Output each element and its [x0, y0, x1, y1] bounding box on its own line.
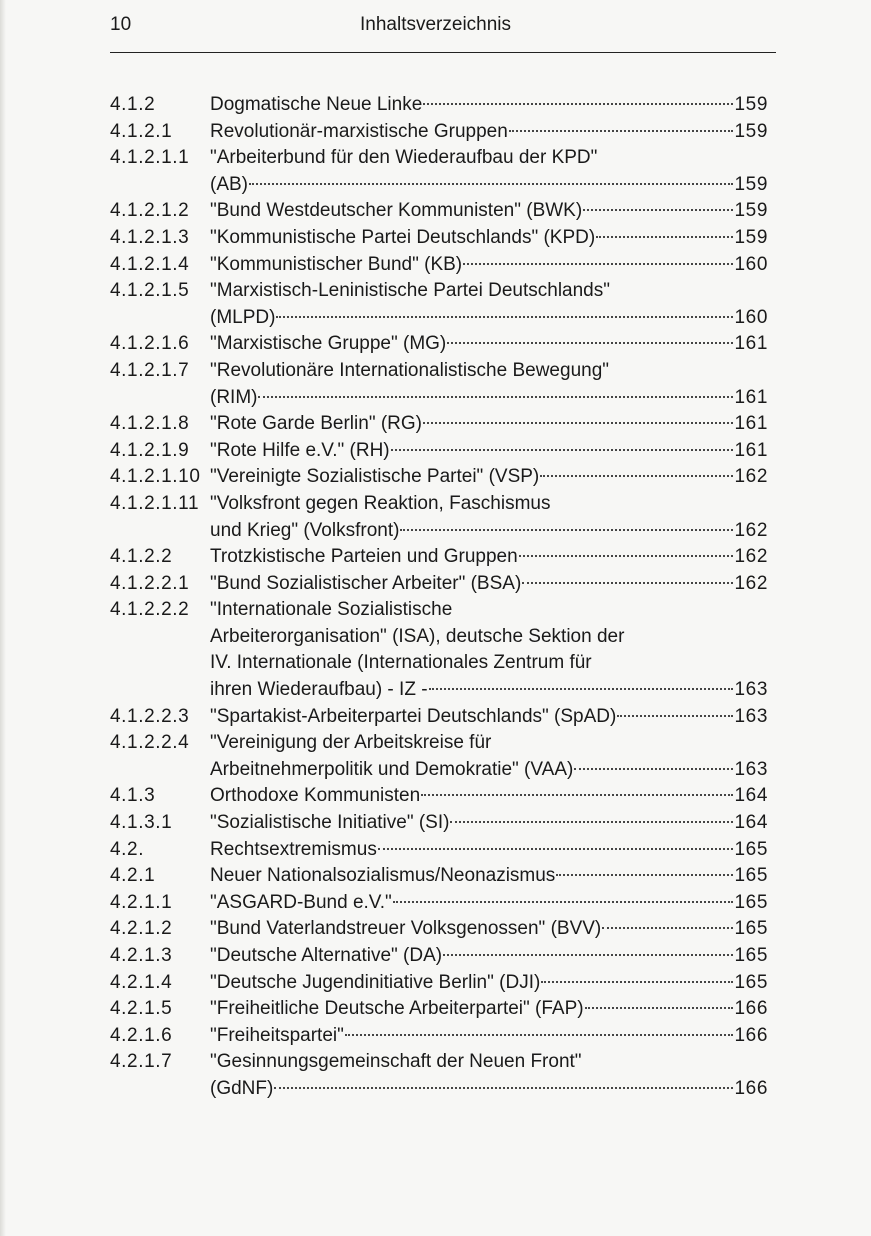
- toc-entry-line: [210, 252, 768, 279]
- toc-entry-number: 4.1.2.1.11: [110, 492, 200, 514]
- dot-leader: [249, 183, 733, 185]
- toc-entry-body: [210, 1049, 768, 1102]
- running-title: Inhaltsverzeichnis: [360, 14, 512, 35]
- toc-entry-body: [210, 810, 768, 837]
- toc-entry: [110, 464, 768, 491]
- toc-entry-line: [210, 783, 768, 810]
- toc-entry-number: 4.1.2.1.9: [110, 439, 190, 461]
- toc-entry: [110, 837, 768, 864]
- dot-leader: [617, 715, 733, 717]
- toc-entry-number: 4.2.1.5: [110, 998, 173, 1020]
- toc-entry-page: 159: [734, 200, 768, 222]
- toc-entry-title: Arbeitnehmerpolitik und Demokratie" (VAA): [210, 758, 574, 780]
- toc-entry-page: 162: [734, 546, 768, 568]
- toc-entry-page: 166: [734, 1024, 768, 1046]
- toc-entry-page: 165: [734, 971, 768, 993]
- toc-entry-title: "Kommunistische Partei Deutschlands" (KPD): [210, 226, 596, 248]
- page-header: [110, 14, 776, 40]
- dot-leader: [391, 449, 734, 451]
- toc-entry-title: "Bund Vaterlandstreuer Volksgenossen" (BVV): [210, 918, 602, 940]
- toc-entry-line: [210, 943, 768, 970]
- toc-entry-line: [210, 172, 768, 199]
- toc-entry-line: [210, 571, 768, 598]
- toc-entry-page: 164: [734, 785, 768, 807]
- toc-entry-body: [210, 438, 768, 465]
- toc-entry-line: [210, 677, 768, 704]
- toc-entry-body: [210, 783, 768, 810]
- toc-entry-page: 163: [734, 679, 768, 701]
- toc-entry-body: [210, 491, 768, 544]
- dot-leader: [274, 1087, 733, 1089]
- toc-entry-line: [210, 331, 768, 358]
- toc-entry: [110, 890, 768, 917]
- toc-entry-page: 165: [734, 865, 768, 887]
- toc-entry-title: "Freiheitliche Deutsche Arbeiterpartei" (FAP): [210, 998, 584, 1020]
- header-rule: [110, 52, 776, 53]
- toc-entry-body: [210, 544, 768, 571]
- toc-entry-body: [210, 571, 768, 598]
- toc-entry: [110, 92, 768, 119]
- toc-entry-number: 4.1.2.2.4: [110, 732, 190, 754]
- toc-entry-title: Orthodoxe Kommunisten: [210, 785, 421, 807]
- toc-entry-line: [210, 890, 768, 917]
- toc-entry-number: 4.2.: [110, 838, 145, 860]
- toc-entry-title: "Freiheitspartei": [210, 1024, 344, 1046]
- toc-entry-title: "Bund Sozialistischer Arbeiter" (BSA): [210, 572, 522, 594]
- toc-entry: [110, 438, 768, 465]
- toc-entry-page: 163: [734, 758, 768, 780]
- toc-entry-number: 4.1.2.1.6: [110, 333, 190, 355]
- toc-entry-page: 164: [734, 812, 768, 834]
- dot-leader: [463, 263, 733, 265]
- toc-entry-line: [210, 225, 768, 252]
- dot-leader: [443, 954, 733, 956]
- toc-entry-number: 4.1.2.2: [110, 546, 173, 568]
- toc-entry: [110, 996, 768, 1023]
- toc-entry-number: 4.1.2.1.8: [110, 413, 190, 435]
- toc-entry-line: [210, 358, 768, 385]
- toc-entry-page: 165: [734, 945, 768, 966]
- toc-entry-title: "Marxistisch-Leninistische Partei Deutschlands": [210, 280, 610, 302]
- toc-entry-line: [210, 1049, 768, 1076]
- toc-entry-number: 4.1.2.1.1: [110, 147, 190, 169]
- toc-entry-line: [210, 145, 768, 172]
- toc-entry-title: "Sozialistische Initiative" (SI): [210, 812, 450, 834]
- toc-entry-number: 4.1.2.1.10: [110, 466, 201, 488]
- dot-leader: [378, 848, 734, 850]
- toc-entry: [110, 730, 768, 783]
- toc-entry-body: [210, 198, 768, 225]
- toc-entry-body: [210, 943, 768, 970]
- dot-leader: [602, 927, 733, 929]
- toc-entry-page: 161: [734, 333, 768, 355]
- toc-entry-number: 4.2.1.3: [110, 945, 173, 966]
- toc-entry-line: [210, 119, 768, 146]
- dot-leader: [519, 555, 734, 557]
- toc-entry: [110, 331, 768, 358]
- dot-leader: [345, 1034, 734, 1036]
- toc-entry: [110, 597, 768, 703]
- toc-entry-number: 4.2.1.6: [110, 1024, 173, 1046]
- toc-entry-line: [210, 916, 768, 943]
- toc-entry-number: 4.2.1.4: [110, 971, 173, 993]
- toc-entry-line: [210, 198, 768, 225]
- toc-entry-page: 165: [734, 891, 768, 913]
- toc-entry-line: [210, 624, 768, 651]
- toc-entry-title: ihren Wiederaufbau) - IZ -: [210, 679, 428, 701]
- toc-entry-page: 161: [734, 439, 768, 461]
- dot-leader: [447, 342, 733, 344]
- toc-entry: [110, 278, 768, 331]
- toc-entry: [110, 916, 768, 943]
- toc-entry-line: [210, 92, 768, 119]
- toc-entry-title: (RIM): [210, 386, 258, 408]
- toc-entry-title: (GdNF): [210, 1077, 274, 1099]
- dot-leader: [522, 582, 733, 584]
- toc-entry-number: 4.1.2.1.5: [110, 280, 190, 302]
- toc-entry-title: "Rote Hilfe e.V." (RH): [210, 439, 390, 461]
- toc-entry-number: 4.1.2.1.7: [110, 359, 190, 381]
- toc-entry-title: "Arbeiterbund für den Wiederaufbau der KPD": [210, 147, 598, 169]
- toc-entry-page: 165: [734, 918, 768, 940]
- page-edge-shadow: [0, 0, 6, 1236]
- toc-entry-body: [210, 1023, 768, 1050]
- toc-entry-page: 162: [734, 572, 768, 594]
- toc-entry-page: 165: [734, 838, 768, 860]
- toc-entry-line: [210, 970, 768, 997]
- toc-entry: [110, 863, 768, 890]
- toc-entry-line: [210, 597, 768, 624]
- toc-entry: [110, 145, 768, 198]
- dot-leader: [258, 396, 733, 398]
- toc-entry-title: Arbeiterorganisation" (ISA), deutsche Sektion der: [210, 625, 625, 647]
- dot-leader: [400, 529, 733, 531]
- toc-entry-number: 4.2.1.2: [110, 918, 173, 940]
- toc-entry-title: "Rote Garde Berlin" (RG): [210, 413, 422, 435]
- toc-entry-body: [210, 225, 768, 252]
- toc-entry-line: [210, 411, 768, 438]
- toc-entry-line: [210, 464, 768, 491]
- toc-entry-page: 161: [734, 413, 768, 435]
- toc-entry-body: [210, 890, 768, 917]
- table-of-contents: [110, 92, 768, 1103]
- toc-entry: [110, 252, 768, 279]
- dot-leader: [585, 1007, 734, 1009]
- dot-leader: [596, 236, 733, 238]
- toc-entry-title: Neuer Nationalsozialismus/Neonazismus: [210, 865, 556, 887]
- toc-entry-line: [210, 704, 768, 731]
- toc-entry-line: [210, 438, 768, 465]
- dot-leader: [541, 981, 733, 983]
- toc-entry-page: 159: [734, 120, 768, 142]
- toc-entry-line: [210, 810, 768, 837]
- toc-entry-page: 161: [734, 386, 768, 408]
- toc-entry-body: [210, 704, 768, 731]
- toc-entry-line: [210, 305, 768, 332]
- toc-entry-title: (MLPD): [210, 306, 276, 328]
- dot-leader: [509, 130, 734, 132]
- toc-entry-line: [210, 650, 768, 677]
- toc-entry-body: [210, 837, 768, 864]
- toc-entry-number: 4.2.1.1: [110, 891, 173, 913]
- toc-entry-body: [210, 92, 768, 119]
- dot-leader: [556, 874, 733, 876]
- toc-entry-title: Dogmatische Neue Linke: [210, 94, 423, 115]
- toc-entry: [110, 411, 768, 438]
- toc-entry: [110, 571, 768, 598]
- toc-entry: [110, 544, 768, 571]
- toc-entry-title: "Revolutionäre Internationalistische Bewegung": [210, 359, 610, 381]
- toc-entry-number: 4.1.2.1.2: [110, 200, 190, 222]
- toc-entry-line: [210, 544, 768, 571]
- toc-entry-page: 162: [734, 519, 768, 541]
- toc-entry-page: 162: [734, 466, 768, 488]
- toc-entry: [110, 970, 768, 997]
- toc-entry-number: 4.1.3: [110, 785, 156, 807]
- toc-entry-title: und Krieg" (Volksfront): [210, 519, 400, 541]
- toc-entry-page: 163: [734, 705, 768, 727]
- toc-entry-page: 166: [734, 1077, 768, 1099]
- toc-entry-number: 4.2.1: [110, 865, 156, 887]
- toc-entry-body: [210, 331, 768, 358]
- toc-entry: [110, 810, 768, 837]
- toc-entry-title: (AB): [210, 173, 248, 195]
- toc-entry: [110, 704, 768, 731]
- toc-entry: [110, 358, 768, 411]
- toc-entry: [110, 783, 768, 810]
- toc-entry-title: "Deutsche Alternative" (DA): [210, 945, 443, 966]
- toc-entry-number: 4.1.2.1: [110, 120, 173, 142]
- dot-leader: [574, 768, 733, 770]
- dot-leader: [421, 794, 733, 796]
- toc-entry-title: Revolutionär-marxistische Gruppen: [210, 120, 508, 142]
- page-number: 10: [110, 14, 132, 35]
- toc-entry-title: "Vereinigung der Arbeitskreise für: [210, 732, 492, 754]
- toc-entry-number: 4.1.2.1.3: [110, 226, 190, 248]
- toc-entry-page: 159: [734, 173, 768, 195]
- toc-entry-line: [210, 278, 768, 305]
- toc-entry-number: 4.1.2.1.4: [110, 253, 190, 275]
- toc-entry-line: [210, 518, 768, 545]
- toc-entry-line: [210, 385, 768, 412]
- toc-entry-title: Trotzkistische Parteien und Gruppen: [210, 546, 518, 568]
- toc-entry-body: [210, 597, 768, 703]
- dot-leader: [450, 821, 733, 823]
- toc-entry-body: [210, 411, 768, 438]
- toc-entry-line: [210, 491, 768, 518]
- toc-entry-page: 159: [734, 94, 768, 115]
- toc-entry-number: 4.1.3.1: [110, 812, 173, 834]
- toc-entry-line: [210, 1023, 768, 1050]
- toc-entry-page: 166: [734, 998, 768, 1020]
- toc-entry-body: [210, 996, 768, 1023]
- toc-entry-number: 4.1.2: [110, 94, 156, 115]
- toc-entry-title: "Spartakist-Arbeiterpartei Deutschlands" (SpAD): [210, 705, 617, 727]
- toc-entry-body: [210, 970, 768, 997]
- toc-entry-line: [210, 730, 768, 757]
- dot-leader: [276, 316, 733, 318]
- toc-entry-body: [210, 119, 768, 146]
- dot-leader: [423, 422, 733, 424]
- toc-entry-title: "Kommunistischer Bund" (KB): [210, 253, 463, 275]
- dot-leader: [540, 475, 733, 477]
- toc-entry-number: 4.1.2.2.1: [110, 572, 190, 594]
- toc-entry-body: [210, 358, 768, 411]
- toc-entry-body: [210, 145, 768, 198]
- toc-entry-line: [210, 996, 768, 1023]
- toc-entry-title: "Internationale Sozialistische: [210, 599, 453, 621]
- toc-entry-title: "Deutsche Jugendinitiative Berlin" (DJI): [210, 971, 541, 993]
- toc-entry: [110, 225, 768, 252]
- toc-entry-title: "ASGARD-Bund e.V.": [210, 891, 392, 913]
- toc-entry-body: [210, 278, 768, 331]
- toc-entry-page: 160: [734, 253, 768, 275]
- toc-entry-line: [210, 1076, 768, 1103]
- dot-leader: [423, 103, 733, 105]
- toc-entry-line: [210, 863, 768, 890]
- toc-entry-number: 4.1.2.2.3: [110, 705, 190, 727]
- toc-entry: [110, 198, 768, 225]
- toc-entry-title: "Volksfront gegen Reaktion, Faschismus: [210, 492, 551, 514]
- toc-entry-body: [210, 730, 768, 783]
- toc-entry-title: IV. Internationale (Internationales Zentrum für: [210, 652, 592, 674]
- toc-entry-body: [210, 916, 768, 943]
- dot-leader: [583, 209, 733, 211]
- toc-entry-number: 4.1.2.2.2: [110, 599, 190, 621]
- dot-leader: [429, 688, 734, 690]
- toc-entry: [110, 119, 768, 146]
- toc-entry-title: "Vereinigte Sozialistische Partei" (VSP): [210, 466, 540, 488]
- dot-leader: [393, 901, 734, 903]
- toc-entry-body: [210, 464, 768, 491]
- toc-entry-page: 160: [734, 306, 768, 328]
- toc-entry: [110, 491, 768, 544]
- toc-entry-line: [210, 757, 768, 784]
- toc-entry-line: [210, 837, 768, 864]
- toc-entry-title: Rechtsextremismus: [210, 838, 377, 860]
- toc-entry-number: 4.2.1.7: [110, 1051, 173, 1073]
- toc-entry-title: "Gesinnungsgemeinschaft der Neuen Front": [210, 1051, 582, 1073]
- toc-entry: [110, 1049, 768, 1102]
- toc-entry: [110, 1023, 768, 1050]
- toc-entry-title: "Bund Westdeutscher Kommunisten" (BWK): [210, 200, 583, 222]
- toc-entry-title: "Marxistische Gruppe" (MG): [210, 333, 447, 355]
- toc-entry-body: [210, 863, 768, 890]
- toc-entry-body: [210, 252, 768, 279]
- toc-entry-page: 159: [734, 226, 768, 248]
- toc-entry: [110, 943, 768, 970]
